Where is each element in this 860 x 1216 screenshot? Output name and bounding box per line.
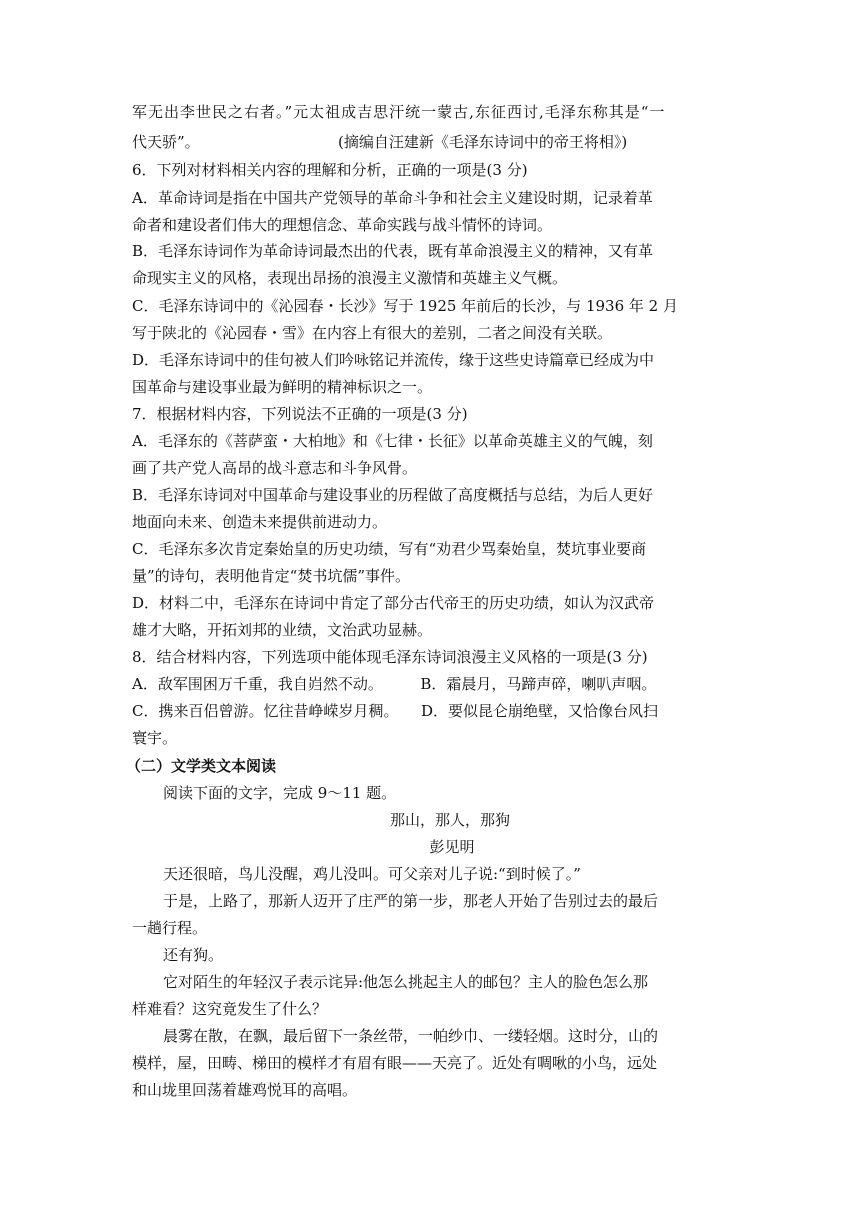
question-7-option-b-cont: 地面向未来、创造未来提供前进动力。 — [132, 513, 388, 531]
question-7-option-c-cont: 量”的诗句，表明他肯定“焚书坑儒”事件。 — [132, 567, 411, 585]
story-paragraph-3: 还有狗。 — [163, 946, 224, 964]
question-7-option-c: C．毛泽东多次肯定秦始皇的历史功绩，写有“劝君少骂秦始皇，焚坑事业要商 — [132, 540, 647, 558]
story-paragraph-4: 它对陌生的年轻汉子表示诧异:他怎么挑起主人的邮包？主人的脸色怎么那 — [163, 973, 649, 991]
question-6-option-b: B．毛泽东诗词作为革命诗词最杰出的代表，既有革命浪漫主义的精神，又有革 — [132, 242, 654, 260]
story-paragraph-1: 天还很暗，鸟儿没醒，鸡儿没叫。可父亲对儿子说:“到时候了。” — [163, 865, 581, 883]
question-8-options-ab: A．敌军围困万千重，我自岿然不动。 B．霜晨月，马蹄声碎，喇叭声咽。 — [132, 675, 657, 693]
story-paragraph-2: 于是，上路了，那新人迈开了庄严的第一步，那老人开始了告别过去的最后 — [163, 892, 659, 910]
question-6-option-c-cont: 写于陕北的《沁园春・雪》在内容上有很大的差别，二者之间没有关联。 — [132, 324, 613, 342]
story-paragraph-5-cont-1: 模样，屋，田畴、梯田的模样才有眉有眼——天亮了。近处有啁啾的小鸟，远处 — [132, 1054, 658, 1072]
question-6-option-a-cont: 命者和建设者们伟大的理想信念、革命实践与战斗情怀的诗词。 — [132, 216, 553, 234]
question-6-option-d: D．毛泽东诗词中的佳句被人们吟咏铭记并流传，缘于这些史诗篇章已经成为中 — [132, 351, 655, 369]
section-heading: （二）文学类文本阅读 — [126, 757, 277, 775]
question-6-option-b-cont: 命现实主义的风格，表现出昂扬的浪漫主义激情和英雄主义气概。 — [132, 269, 568, 287]
question-7-stem: 7．根据材料内容，下列说法不正确的一项是(3 分) — [132, 405, 468, 423]
question-8-option-d-cont: 寰宇。 — [132, 729, 178, 747]
story-paragraph-5-cont-2: 和山垅里回荡着雄鸡悦耳的高唱。 — [132, 1081, 358, 1099]
question-6-option-a: A．革命诗词是指在中国共产党领导的革命斗争和社会主义建设时期，记录着革 — [132, 189, 653, 207]
question-7-option-d-cont: 雄才大略，开拓刘邦的业绩，文治武功显赫。 — [132, 621, 433, 639]
question-6-stem: 6．下列对材料相关内容的理解和分析，正确的一项是(3 分) — [132, 161, 528, 179]
material-source: (摘编自汪建新《毛泽东诗词中的帝王将相》) — [338, 133, 628, 151]
story-paragraph-2-cont: 一趟行程。 — [132, 919, 208, 937]
story-title: 那山，那人，那狗 — [389, 811, 510, 829]
story-paragraph-5: 晨雾在散，在飘，最后留下一条丝带，一帕纱巾、一缕轻烟。这时分，山的 — [163, 1027, 659, 1045]
material-tail-line-1: 军无出李世民之右者。”元太祖成吉思汗统一蒙古,东征西讨,毛泽东称其是“一 — [132, 103, 666, 121]
question-7-option-a: A．毛泽东的《菩萨蛮・大柏地》和《七律・长征》以革命英雄主义的气魄，刻 — [132, 432, 653, 450]
question-6-option-d-cont: 国革命与建设事业最为鲜明的精神标识之一。 — [132, 378, 433, 396]
question-7-option-d: D．材料二中，毛泽东在诗词中肯定了部分古代帝王的历史功绩，如认为汉武帝 — [132, 594, 655, 612]
story-author: 彭见明 — [429, 838, 475, 856]
question-7-option-b: B．毛泽东诗词对中国革命与建设事业的历程做了高度概括与总结，为后人更好 — [132, 486, 654, 504]
question-8-stem: 8．结合材料内容，下列选项中能体现毛泽东诗词浪漫主义风格的一项是(3 分) — [132, 648, 648, 666]
story-paragraph-4-cont: 样难看？这究竟发生了什么？ — [132, 1000, 328, 1018]
question-7-option-a-cont: 画了共产党人高昂的战斗意志和斗争风骨。 — [132, 459, 418, 477]
question-6-option-c: C．毛泽东诗词中的《沁园春・长沙》写于 1925 年前后的长沙，与 1936 年 2 月 — [132, 297, 678, 315]
material-tail-line-2: 代天骄”。 — [132, 133, 200, 151]
reading-instruction: 阅读下面的文字，完成 9～11 题。 — [163, 784, 397, 802]
question-8-options-cd: C．携来百侣曾游。忆往昔峥嵘岁月稠。 D．要似昆仑崩绝壁，又恰像台风扫 — [132, 702, 659, 720]
